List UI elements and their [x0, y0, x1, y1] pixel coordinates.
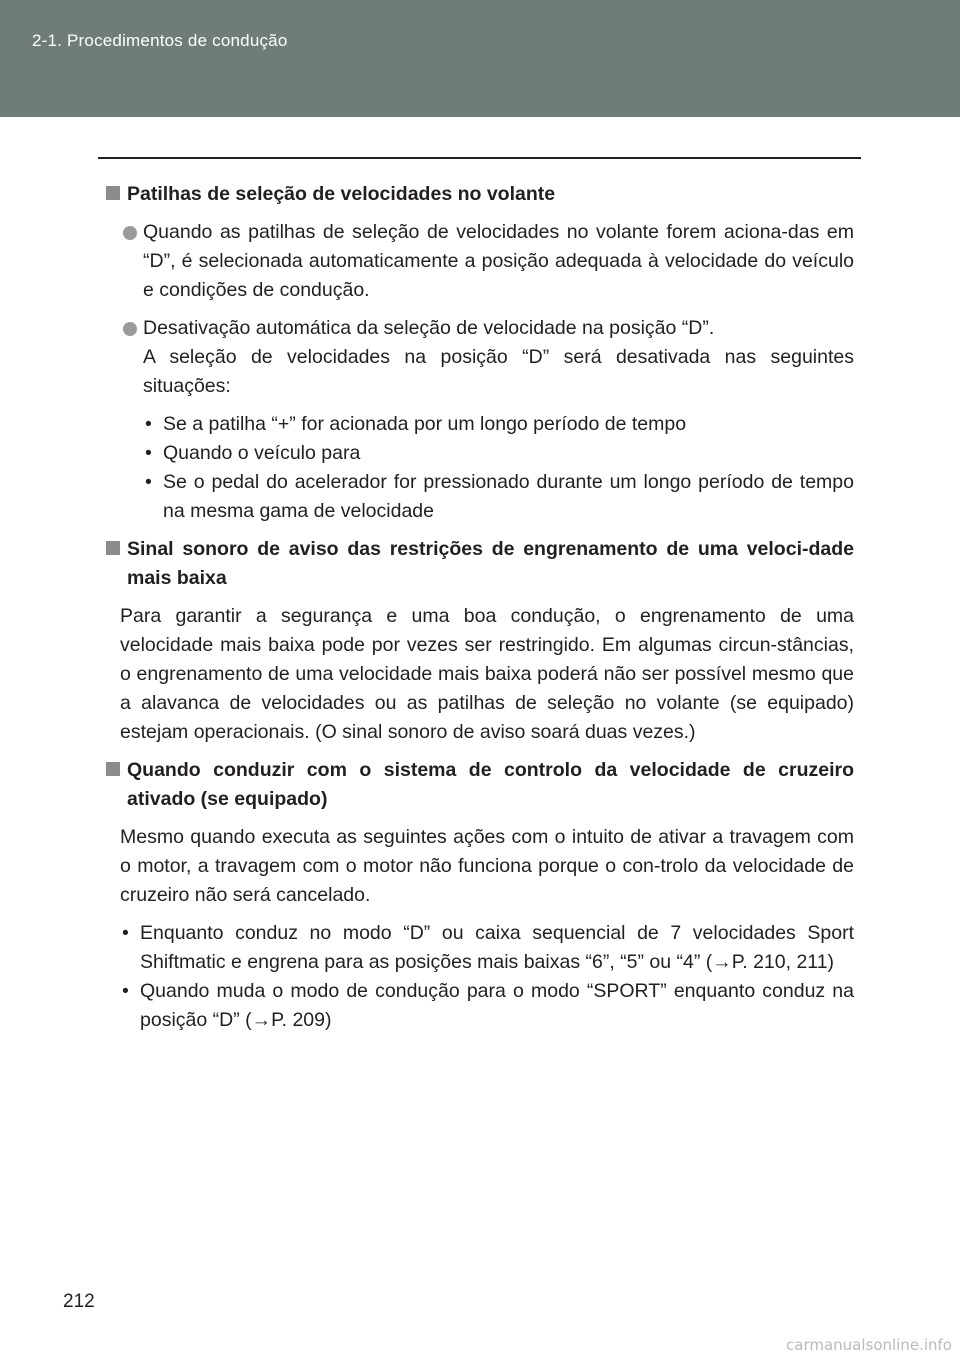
- list-item-text: Desativação automática da seleção de velocidade na posição “D”.: [143, 317, 715, 339]
- bullet-dot-icon: •: [122, 922, 129, 944]
- bullet-text: Enquanto conduz no modo “D” ou caixa sequencial de 7 velocidades Sport Shiftmatic e engrena para as posições mais baixas “6”, “5” ou “4” (→P. 210, 211): [140, 922, 854, 973]
- bullet-dot-icon: •: [145, 471, 152, 493]
- bullet-text: Se o pedal do acelerador for pressionado durante um longo período de tempo na mesma gama de velocidade: [163, 471, 854, 522]
- bullet-list: [104, 919, 854, 1035]
- section-paddle-shifters: [104, 180, 854, 526]
- section-downshift-warning: [104, 535, 854, 747]
- bullet-text: Se a patilha “+” for acionada por um longo período de tempo: [163, 413, 687, 435]
- section-heading-text: Quando conduzir com o sistema de controlo da velocidade de cruzeiro ativado (se equipado): [127, 759, 854, 810]
- bullet-item: [120, 977, 854, 1035]
- page-number: 212: [63, 1291, 95, 1312]
- circle-bullet-icon: [123, 322, 137, 336]
- page-header: [0, 0, 960, 117]
- square-bullet-icon: [106, 541, 120, 555]
- bullet-dot-icon: •: [145, 442, 152, 464]
- header-divider: [98, 157, 861, 159]
- bullet-item: [143, 410, 854, 439]
- page-content: [104, 180, 854, 1044]
- section-paragraph: Mesmo quando executa as seguintes ações com o intuito de ativar a travagem com o motor, a travagem com o motor não funciona porque o con-trolo da velocidade de cruzeiro não será cancelado.: [120, 826, 854, 906]
- list-item-text: Quando as patilhas de seleção de velocidades no volante forem aciona-das em “D”, é selecionada automaticamente a posição adequada à velocidade do veículo e condições de condução.: [143, 221, 854, 301]
- square-bullet-icon: [106, 762, 120, 776]
- bullet-list: [104, 410, 854, 526]
- section-paragraph: Para garantir a segurança e uma boa condução, o engrenamento de uma velocidade mais baixa pode por vezes ser restringido. Em algumas circun-stâncias, o engrenamento de uma velocidade mais baixa poderá não ser possível mesmo que a alavanca de velocidades ou as patilhas de seleção no volante (se equipado) estejam operacionais. (O sinal sonoro de aviso soará duas vezes.): [120, 605, 854, 743]
- section-heading: [104, 756, 854, 814]
- bullet-text: Quando o veículo para: [163, 442, 361, 464]
- section-cruise-control: [104, 756, 854, 1035]
- bullet-text: Quando muda o modo de condução para o modo “SPORT” enquanto conduz na posição “D” (→P. 209): [140, 980, 854, 1031]
- list-item-continuation: A seleção de velocidades na posição “D” será desativada nas seguintes situações:: [143, 346, 854, 397]
- bullet-dot-icon: •: [122, 980, 129, 1002]
- list-item: [104, 314, 854, 401]
- bullet-dot-icon: •: [145, 413, 152, 435]
- square-bullet-icon: [106, 186, 120, 200]
- watermark: carmanualsonline.info: [786, 1336, 952, 1354]
- section-heading-text: Sinal sonoro de aviso das restrições de engrenamento de uma veloci-dade mais baixa: [127, 538, 854, 589]
- bullet-item: [143, 439, 854, 468]
- section-heading: [104, 535, 854, 593]
- bullet-item: [120, 919, 854, 977]
- circle-bullet-icon: [123, 226, 137, 240]
- section-heading: [104, 180, 854, 209]
- section-heading-text: Patilhas de seleção de velocidades no volante: [127, 183, 556, 205]
- chapter-title: 2-1. Procedimentos de condução: [32, 31, 288, 50]
- list-item: [104, 218, 854, 305]
- bullet-item: [143, 468, 854, 526]
